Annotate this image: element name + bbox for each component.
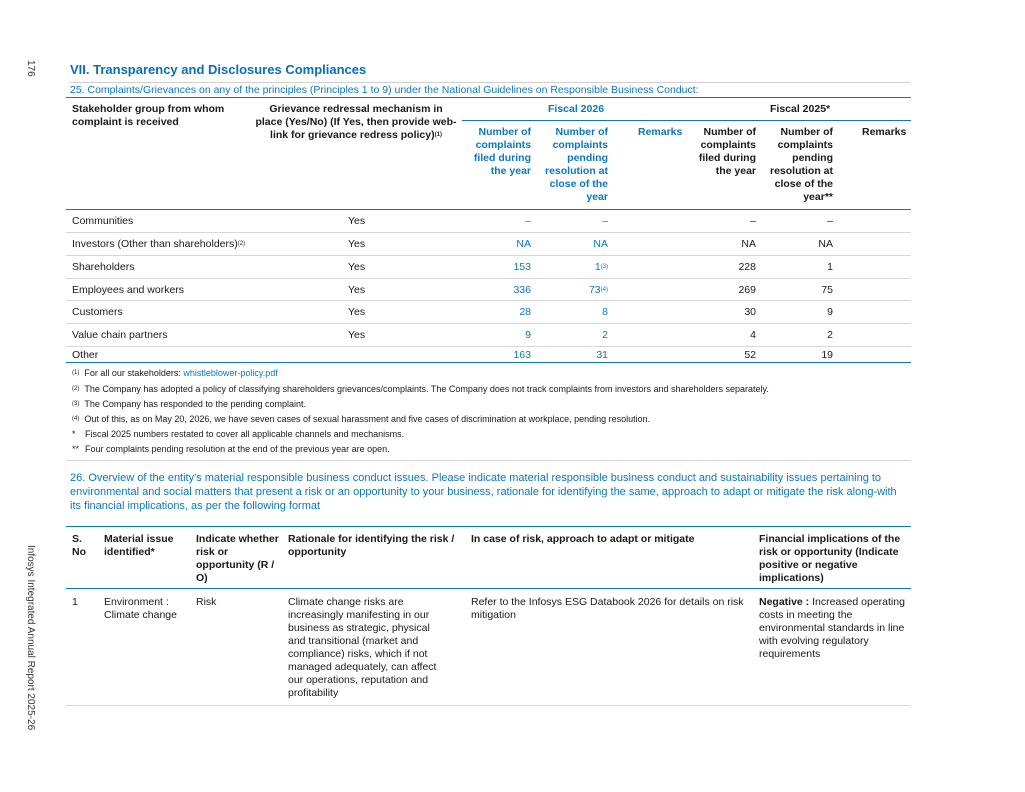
table25-row-group: Customers: [72, 306, 123, 318]
table26-row-issue: Environment : Climate change: [104, 596, 177, 621]
footnote-1: $^{(1)}$ For all our stakeholders: whistleblower-policy.pdf: [72, 368, 278, 378]
table25-row-pending-2025: 75: [821, 284, 833, 296]
header-sno: S. No: [72, 533, 86, 558]
table25-row-pending-2025: 1: [827, 261, 833, 273]
question-25: 25. Complaints/Grievances on any of the principles (Principles 1 to 9) under the National Guidelines on Responsible Business Conduct:: [70, 82, 910, 96]
question-26: 26. Overview of the entity's material responsible business conduct issues. Please indicate material responsible business conduct and sustainability issues pertaining to environmental and social matters that present a risk or an opportunity to your business, rationale for identifying the same, approach to adapt or mitigate the risk along-with its financial implications, as per the following format: [70, 472, 897, 512]
table25-header-rule: [66, 209, 911, 210]
table25-row-filed-2025: –: [750, 215, 756, 227]
table25-row-filed-2026: 163: [513, 349, 531, 361]
header-financial-implications: Financial implications of the risk or opportunity (Indicate positive or negative implications): [759, 533, 901, 584]
whistleblower-policy-link[interactable]: whistleblower-policy.pdf: [183, 368, 278, 378]
row-divider: [66, 255, 911, 256]
table25-row-mechanism: Yes: [348, 215, 366, 227]
table25-row-filed-2026: 28: [519, 306, 531, 318]
table25-top-rule: [66, 97, 911, 98]
footnote-2: $^{(2)}$ The Company has adopted a policy of classifying shareholders grievances/complaints. The Company does not track complaints from investors and shareholders separately.: [72, 384, 769, 394]
table25-row-filed-2025: 269: [738, 284, 756, 296]
table25-row-filed-2025: NA: [741, 238, 756, 250]
header-fiscal-2025: Fiscal 2025*: [770, 103, 831, 115]
subheader-filed-2026: Number of complaints filed during the year: [473, 126, 531, 177]
table25-row-group: Investors (Other than shareholders)$^{(2)}$: [72, 238, 246, 250]
table25-row-filed-2025: 4: [750, 329, 756, 341]
fiscal-subheader-rule: [462, 120, 911, 121]
table25-row-mechanism: Yes: [348, 284, 366, 296]
table25-row-pending-2025: 19: [821, 349, 833, 361]
row-divider: [66, 346, 911, 347]
table25-row-filed-2026: NA: [516, 238, 531, 250]
subheader-pending-2026: Number of complaints pending resolution at close of the year: [544, 126, 608, 203]
table25-row-mechanism: Yes: [348, 306, 366, 318]
header-approach: In case of risk, approach to adapt or mitigate: [471, 533, 695, 545]
table25-row-filed-2026: 336: [513, 284, 531, 296]
table25-row-group: Employees and workers: [72, 284, 185, 296]
footnote-4: $^{(4)}$ Out of this, as on May 20, 2026, we have seven cases of sexual harassment and five cases of discrimination at workplace, pending resolution.: [72, 414, 651, 424]
section-title: VII. Transparency and Disclosures Compliances: [70, 62, 367, 77]
table25-row-pending-2025: –: [827, 215, 833, 227]
table25-row-filed-2025: 52: [744, 349, 756, 361]
page-number: 176: [25, 60, 36, 77]
table26-row-approach: Refer to the Infosys ESG Databook 2026 for details on risk mitigation: [471, 596, 744, 621]
header-material-issue: Material issue identified*: [104, 533, 174, 558]
footnote-6: ** Four complaints pending resolution at the end of the previous year are open.: [72, 444, 390, 454]
table25-row-filed-2026: 9: [525, 329, 531, 341]
subheader-filed-2025: Number of complaints filed during the year: [698, 126, 756, 177]
report-title-vertical: Infosys Integrated Annual Report 2025-26: [25, 545, 36, 731]
table25-row-filed-2026: 153: [513, 261, 531, 273]
table25-row-pending-2026: 31: [596, 349, 608, 361]
header-indicate: Indicate whether risk or opportunity (R / O): [196, 533, 279, 584]
table26-row-indicate: Risk: [196, 596, 217, 608]
table26-row-rationale: Climate change risks are increasingly manifesting in our business as strategic, physical and transitional (market and compliance) risks, which if not managed adequately, can affect our operations, reputation and profitability: [288, 596, 437, 699]
footnote-5: * Fiscal 2025 numbers restated to cover all applicable channels and mechanisms.: [72, 429, 405, 439]
header-grievance-mechanism: Grievance redressal mechanism in place (Yes/No) (If Yes, then provide web-link for grievance redress policy)$^{(1)}$: [255, 103, 457, 141]
table25-row-pending-2026: 73$^{(4)}$: [588, 284, 608, 296]
table26-row-financial: Negative : Increased operating costs in meeting the environmental standards in line with evolving regulatory requirements: [759, 596, 905, 660]
table25-row-pending-2026: 1$^{(3)}$: [594, 261, 608, 273]
table25-row-mechanism: Yes: [348, 261, 366, 273]
header-fiscal-2026: Fiscal 2026: [548, 103, 605, 115]
table26-bottom-rule: [66, 705, 911, 706]
row-divider: [66, 300, 911, 301]
table25-row-group: Communities: [72, 215, 134, 227]
subheader-pending-2025: Number of complaints pending resolution at close of the year**: [769, 126, 833, 203]
header-rationale: Rationale for identifying the risk / opportunity: [288, 533, 455, 558]
header-stakeholder-group: Stakeholder group from whom complaint is received: [72, 103, 225, 128]
table25-row-pending-2025: NA: [818, 238, 833, 250]
table25-row-pending-2025: 2: [827, 329, 833, 341]
row-divider: [66, 323, 911, 324]
table26-row-sno: 1: [72, 596, 78, 608]
table25-row-pending-2026: –: [602, 215, 608, 227]
table25-row-filed-2025: 228: [738, 261, 756, 273]
table25-row-mechanism: Yes: [348, 238, 366, 250]
table25-row-pending-2026: 2: [602, 329, 608, 341]
subheader-remarks-2025: Remarks: [862, 126, 907, 138]
table25-row-mechanism: Yes: [348, 329, 366, 341]
row-divider: [66, 278, 911, 279]
table25-row-filed-2026: –: [525, 215, 531, 227]
table25-row-filed-2025: 30: [744, 306, 756, 318]
table25-row-group: Other: [72, 349, 99, 361]
table25-row-group: Shareholders: [72, 261, 135, 273]
row-divider: [66, 232, 911, 233]
table25-row-pending-2026: 8: [602, 306, 608, 318]
footnotes-bottom-rule: [66, 460, 911, 461]
table26-header-rule: [66, 588, 911, 589]
footnote-3: $^{(3)}$ The Company has responded to the pending complaint.: [72, 399, 307, 409]
table26-top-rule: [66, 526, 911, 527]
table25-bottom-rule: [66, 362, 911, 363]
subheader-remarks-2026: Remarks: [638, 126, 683, 138]
table25-row-group: Value chain partners: [72, 329, 168, 341]
table25-row-pending-2025: 9: [827, 306, 833, 318]
table25-row-pending-2026: NA: [593, 238, 608, 250]
